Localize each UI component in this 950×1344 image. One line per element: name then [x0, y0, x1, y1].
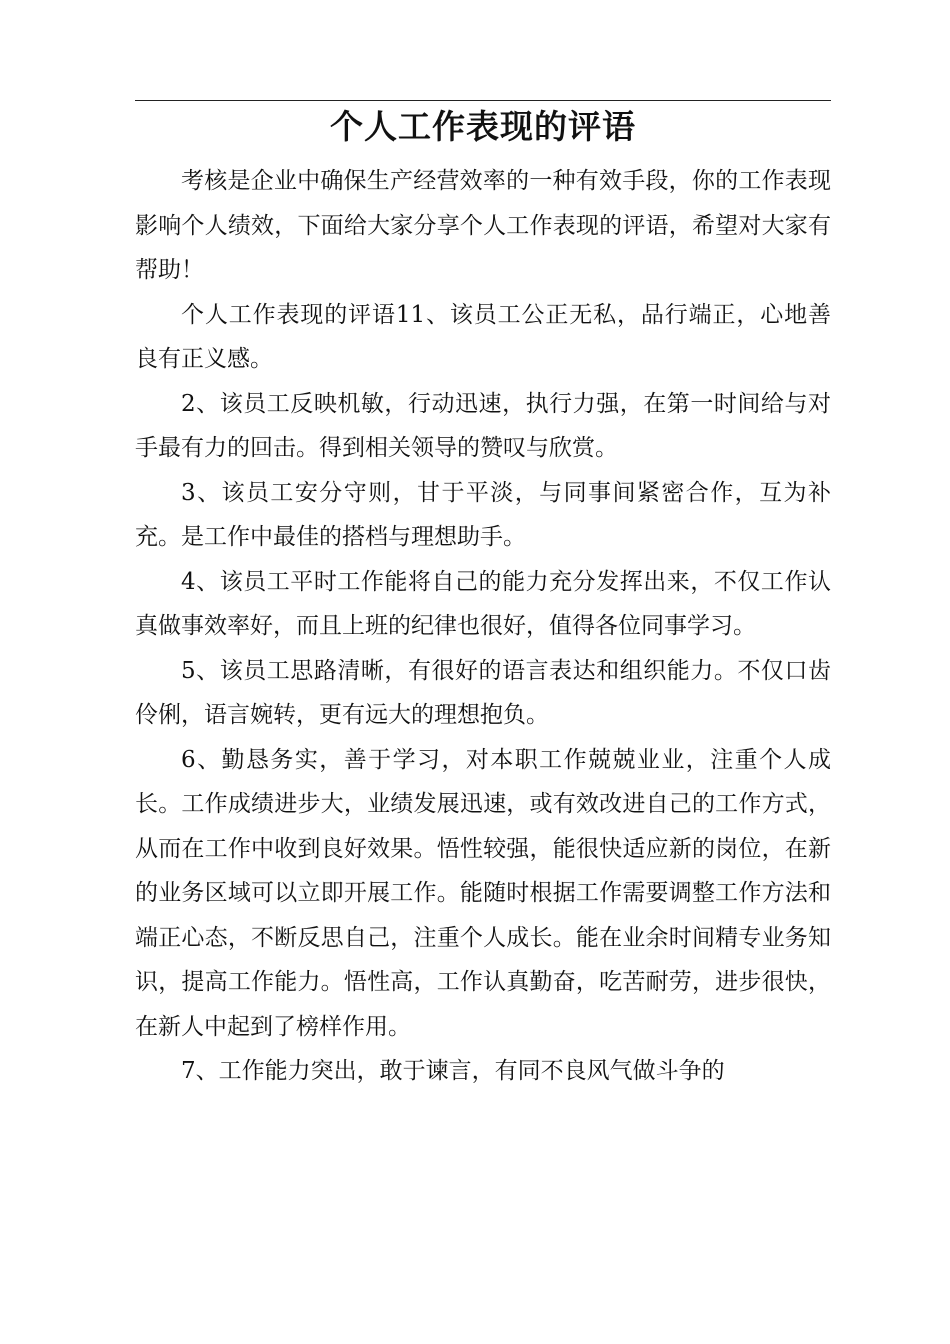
paragraph-item-4: 4、该员工平时工作能将自己的能力充分发挥出来，不仅工作认真做事效率好，而且上班的纪律也很好，值得各位同事学习。	[135, 568, 831, 639]
paragraph-intro: 考核是企业中确保生产经营效率的一种有效手段，你的工作表现影响个人绩效，下面给大家分享个人工作表现的评语，希望对大家有帮助！	[135, 168, 831, 283]
paragraph-item-3: 3、该员工安分守则，甘于平淡，与同事间紧密合作，互为补充。是工作中最佳的搭档与理想助手。	[135, 479, 831, 550]
paragraph-item-1: 个人工作表现的评语11、该员工公正无私，品行端正，心地善良有正义感。	[135, 301, 831, 372]
document-body	[135, 159, 831, 1094]
document-title: 个人工作表现的评语	[330, 107, 636, 146]
paragraph-item-7: 7、工作能力突出，敢于谏言，有同不良风气做斗争的	[181, 1058, 725, 1084]
paragraph-item-2: 2、该员工反映机敏，行动迅速，执行力强，在第一时间给与对手最有力的回击。得到相关领导的赞叹与欣赏。	[135, 390, 831, 461]
document-page	[135, 100, 831, 1094]
paragraph-item-6: 6、勤恳务实，善于学习，对本职工作兢兢业业，注重个人成长。工作成绩进步大，业绩发展迅速，或有效改进自己的工作方式，从而在工作中收到良好效果。悟性较强，能很快适应新的岗位，在新的业务区域可以立即开展工作。能随时根据工作需要调整工作方法和端正心态，不断反思自己，注重个人成长。能在业余时间精专业务知识，提高工作能力。悟性高，工作认真勤奋，吃苦耐劳，进步很快，在新人中起到了榜样作用。	[135, 746, 831, 1040]
paragraph-item-5: 5、该员工思路清晰，有很好的语言表达和组织能力。不仅口齿伶俐，语言婉转，更有远大的理想抱负。	[135, 657, 831, 728]
